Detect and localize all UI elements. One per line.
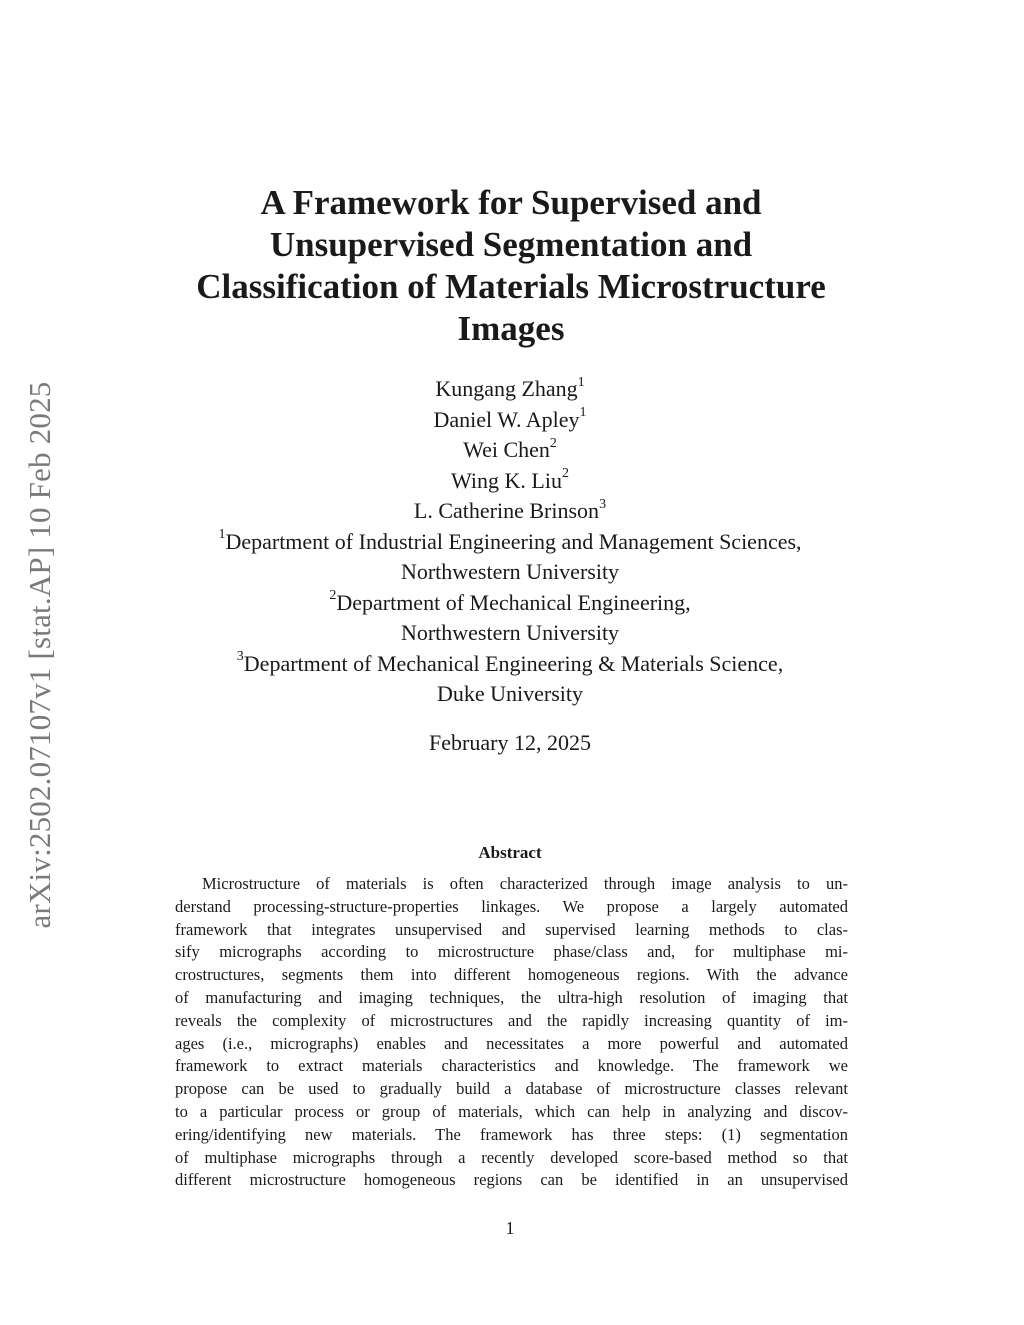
author-affiliation-mark: 3 [599, 496, 607, 512]
abstract-line: framework that integrates unsupervised and supervised learning methods to clas- [175, 919, 848, 939]
affiliation-department: Department of Mechanical Engineering & Materials Science, [243, 650, 784, 676]
author-name: L. Catherine Brinson [413, 498, 600, 523]
abstract-line: of manufacturing and imaging techniques, the ultra-high resolution of imaging that [175, 987, 848, 1007]
title-line: Images [457, 309, 565, 348]
affiliation-institution: Northwestern University [400, 620, 620, 645]
abstract-line: different microstructure homogeneous regions can be identified in an unsupervised [175, 1170, 848, 1190]
abstract-line: to a particular process or group of materials, which can help in analyzing and discov- [175, 1101, 848, 1121]
author-line [100, 435, 920, 466]
title-line: Classification of Materials Microstructure [196, 267, 826, 306]
abstract-line: propose can be used to gradually build a database of microstructure classes relevant [175, 1079, 848, 1099]
author-line [100, 405, 920, 436]
affiliation-department: Department of Mechanical Engineering, [336, 589, 691, 615]
author-name: Wing K. Liu [451, 467, 562, 493]
abstract-line: derstand processing-structure-properties linkages. We propose a largely automated [175, 896, 848, 916]
abstract-line: ering/identifying new materials. The framework has three steps: (1) segmentation [175, 1124, 848, 1144]
author-line [100, 496, 920, 527]
abstract-line: reveals the complexity of microstructures and the rapidly increasing quantity of im- [175, 1010, 848, 1030]
page-number: 1 [505, 1218, 515, 1238]
affiliation-line [100, 527, 920, 558]
affiliation-mark: 2 [329, 588, 337, 604]
abstract-line: crostructures, segments them into different homogeneous regions. With the advance [175, 965, 848, 985]
title-line: Unsupervised Segmentation and [269, 225, 753, 264]
author-affiliation-mark: 1 [579, 405, 587, 421]
title-line: A Framework for Supervised and [260, 183, 762, 222]
affiliation-department: Department of Industrial Engineering and Management Sciences, [225, 528, 802, 554]
publication-date: February 12, 2025 [429, 730, 591, 755]
author-affiliation-mark: 2 [549, 435, 557, 451]
affiliation-mark: 1 [218, 527, 226, 543]
abstract-line: ages (i.e., micrographs) enables and necessitates a more powerful and automated [175, 1033, 848, 1053]
abstract-line: sify micrographs according to microstructure phase/class and, for multiphase mi- [175, 942, 848, 962]
affiliation-line [100, 649, 920, 680]
author-line [100, 374, 920, 405]
author-affiliation-mark: 2 [561, 466, 569, 482]
abstract-line: of multiphase micrographs through a recently developed score-based method so that [175, 1147, 848, 1167]
author-name: Wei Chen [463, 437, 550, 462]
abstract-heading: Abstract [478, 843, 542, 862]
paper-title [150, 182, 872, 350]
author-line [100, 466, 920, 497]
abstract-line: framework to extract materials characteristics and knowledge. The framework we [175, 1056, 848, 1076]
author-block [100, 374, 920, 710]
affiliation-institution: Northwestern University [400, 559, 620, 584]
abstract-body [175, 873, 848, 1192]
affiliation-line [100, 588, 920, 619]
arxiv-identifier-stamp: arXiv:2502.07107v1 [stat.AP] 10 Feb 2025 [22, 381, 57, 929]
affiliation-institution: Duke University [436, 681, 584, 706]
affiliation-mark: 3 [236, 649, 244, 665]
author-name: Daniel W. Apley [433, 406, 580, 432]
author-affiliation-mark: 1 [577, 374, 585, 390]
abstract-line: Microstructure of materials is often characterized through image analysis to un- [202, 874, 848, 893]
author-name: Kungang Zhang [435, 376, 578, 401]
